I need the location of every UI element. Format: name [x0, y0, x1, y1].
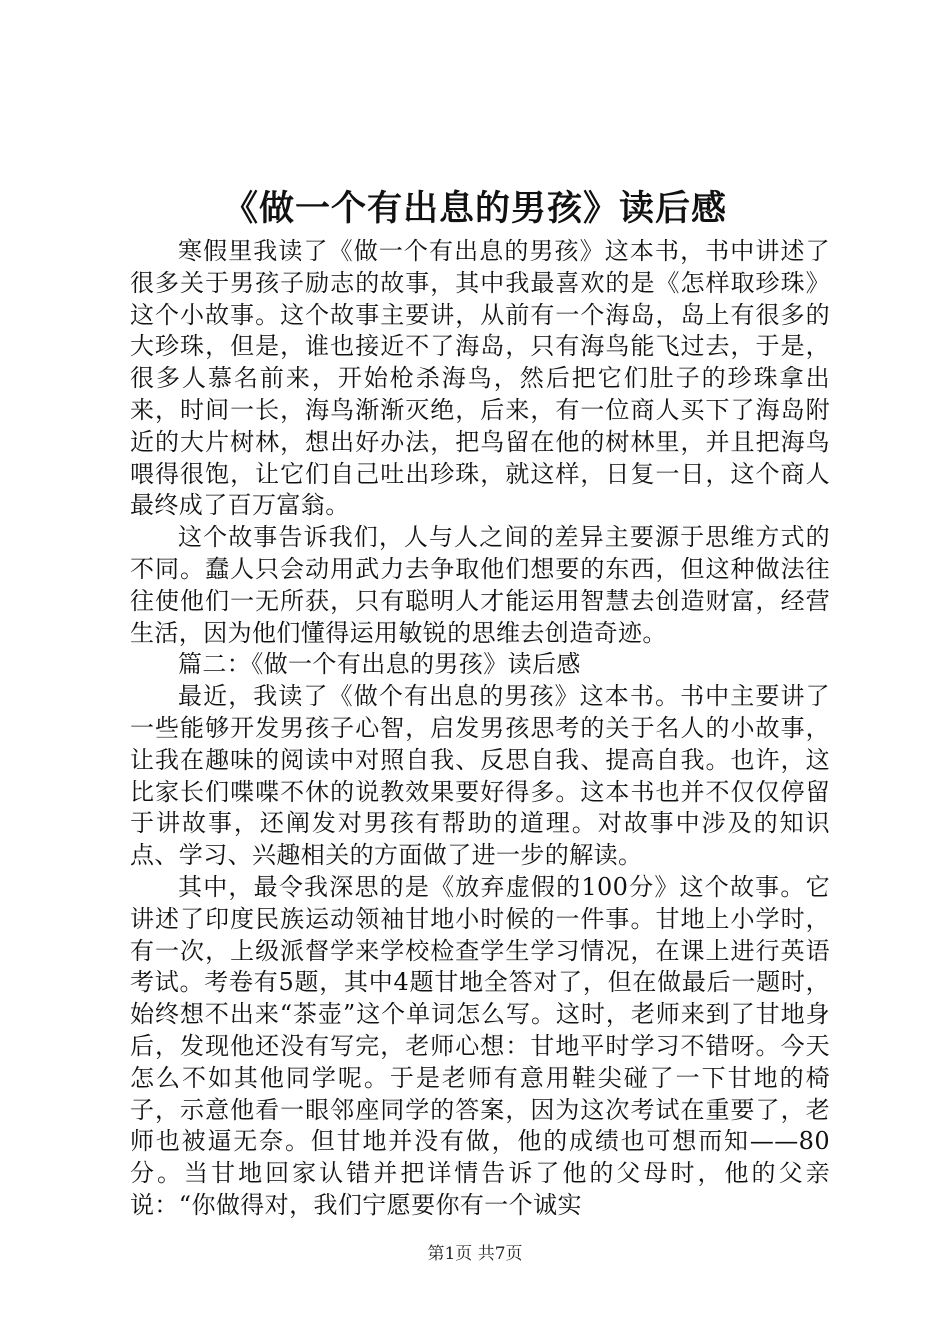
page-footer: 第1页 共7页: [427, 1244, 523, 1264]
paragraph: 这个故事告诉我们，人与人之间的差异主要源于思维方式的不同。蠢人只会动用武力去争取他们想要的东西，但这种做法往往使他们一无所获，只有聪明人才能运用智慧去创造财富，经营生活，因为他们懂得运用敏锐的思维去创造奇迹。: [130, 523, 830, 647]
paragraph: 最近，我读了《做个有出息的男孩》这本书。书中主要讲了一些能够开发男孩子心智，启发男孩思考的关于名人的小故事，让我在趣味的阅读中对照自我、反思自我、提高自我。也许，这比家长们喋喋不休的说教效果要好得多。这本书也并不仅仅停留于讲故事，还阐发对男孩有帮助的道理。对故事中涉及的知识点、学习、兴趣相关的方面做了进一步的解读。: [130, 682, 830, 870]
section-heading: 篇二：《做一个有出息的男孩》读后感: [178, 650, 581, 679]
paragraph: 其中，最令我深思的是《放弃虚假的100分》这个故事。它讲述了印度民族运动领袖甘地小时候的一件事。甘地上小学时，有一次，上级派督学来学校检查学生学习情况，在课上进行英语考试。考卷有5题，其中4题甘地全答对了，但在做最后一题时，始终想不出来“茶壶”这个单词怎么写。这时，老师来到了甘地身后，发现他还没有写完，老师心想：甘地平时学习不错呀。今天怎么不如其他同学呢。于是老师有意用鞋尖碰了一下甘地的椅子，示意他看一眼邻座同学的答案，因为这次考试在重要了，老师也被逼无奈。但甘地并没有做，他的成绩也可想而知——80分。当甘地回家认错并把详情告诉了他的父母时，他的父亲说：“你做得对，我们宁愿要你有一个诚实: [130, 872, 830, 1219]
paragraph: 寒假里我读了《做一个有出息的男孩》这本书，书中讲述了很多关于男孩子励志的故事，其中我最喜欢的是《怎样取珍珠》这个小故事。这个故事主要讲，从前有一个海岛，岛上有很多的大珍珠，但是，谁也接近不了海岛，只有海鸟能飞过去，于是，很多人慕名前来，开始枪杀海鸟，然后把它们肚子的珍珠拿出来，时间一长，海鸟渐渐灭绝，后来，有一位商人买下了海岛附近的大片树林，想出好办法，把鸟留在他的树林里，并且把海鸟喂得很饱，让它们自己吐出珍珠，就这样，日复一日，这个商人最终成了百万富翁。: [130, 237, 830, 520]
document-body: [130, 236, 830, 1222]
document-title: 《做一个有出息的男孩》读后感: [222, 188, 727, 229]
